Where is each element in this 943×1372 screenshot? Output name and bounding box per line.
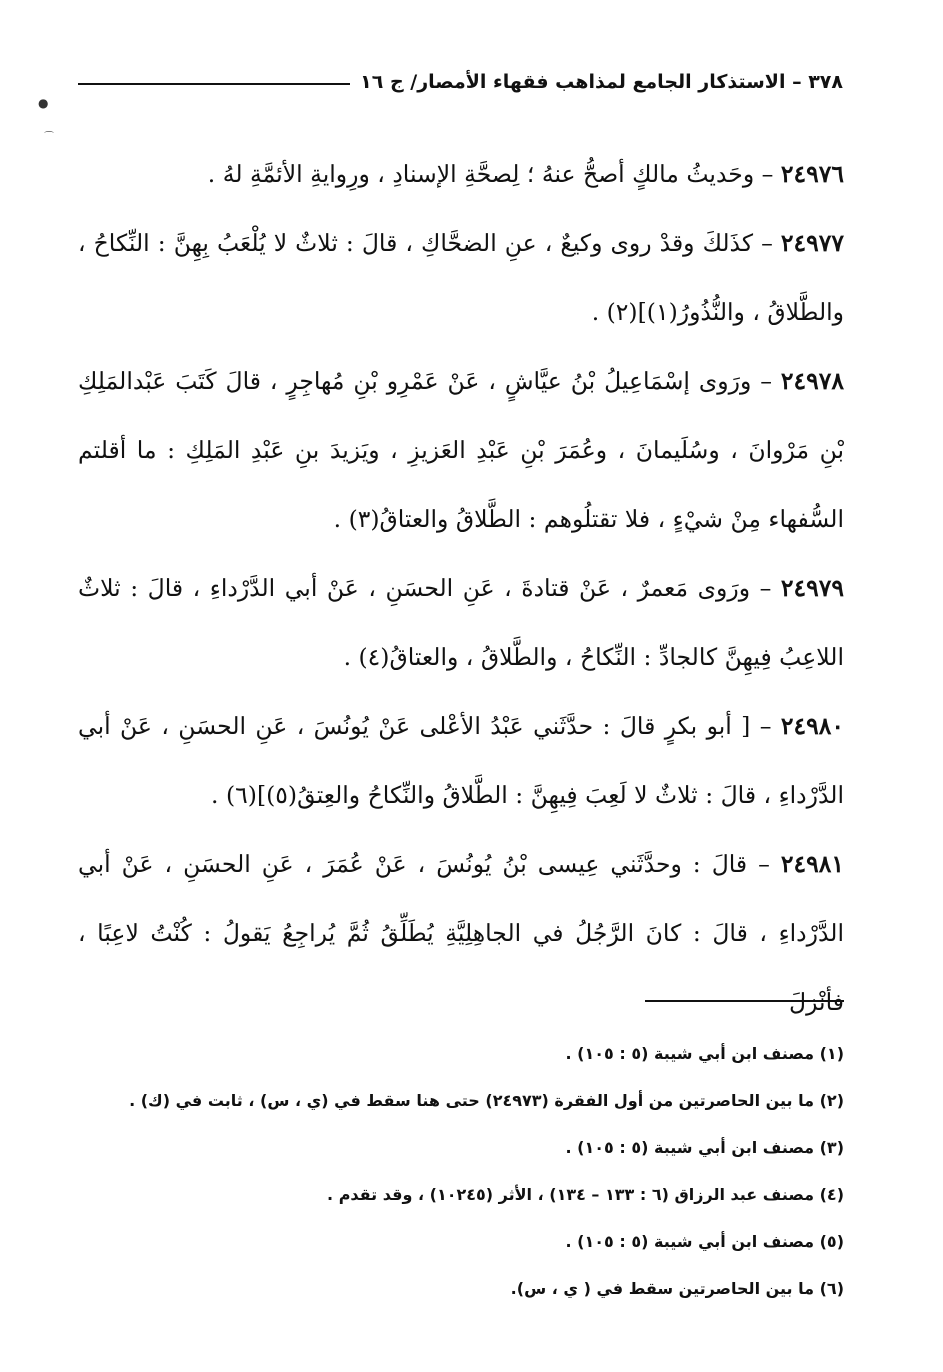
- paragraph-24978: [78, 347, 844, 554]
- paragraph-number: ٢٤٩٨٠: [780, 712, 844, 740]
- paragraph-24977: [78, 209, 844, 347]
- margin-dot-mark: ●: [38, 96, 49, 110]
- footnote-5: (٥) مصنف ابن أبي شيبة (٥ : ١٠٥) .: [565, 1232, 844, 1251]
- paragraph-number: ٢٤٩٨١: [780, 850, 844, 878]
- paragraph-text: – [ أبو بكرٍ قالَ : حدَّثَني عَبْدُ الأعْلى عَنْ يُونُسَ ، عَنِ الحسَنِ ، عَنْ أبي الدَّرْداءِ ، قالَ : ثلاثٌ لا لَعِبَ فِيهِنَّ : الطَّلاقُ والنِّكاحُ والعِتقُ(٥)](٦) .: [78, 712, 844, 809]
- footnote-separator: [645, 1000, 844, 1002]
- paragraph-text: – ورَوى مَعمرٌ ، عَنْ قتادةَ ، عَنِ الحسَنِ ، عَنْ أبي الدَّرْداءِ ، قالَ : ثلاثٌ اللاعِبُ فِيهِنَّ كالجادِّ : النِّكاحُ ، والطَّلاقُ ، والعتاقُ(٤) .: [78, 574, 844, 671]
- footnote-3: (٣) مصنف ابن أبي شيبة (٥ : ١٠٥) .: [565, 1138, 844, 1157]
- paragraph-24981: [78, 830, 844, 1037]
- paragraph-text: – كذَلكَ وقدْ روى وكيعٌ ، عنِ الضحَّاكِ ، قالَ : ثلاثٌ لا يُلْعَبُ بِهِنَّ : النِّكاحُ ، والطَّلاقُ ، والنُّذُورُ(١)](٢) .: [78, 229, 844, 326]
- main-text: [78, 140, 844, 1037]
- header-title: ٣٧٨ – الاستذكار الجامع لمذاهب فقهاء الأمصار/ ج ١٦: [360, 71, 843, 93]
- footnote-2: (٢) ما بين الحاصرتين من أول الفقرة (٢٤٩٧٣) حتى هنا سقط في (ي ، س) ، ثابت في (ك) .: [129, 1091, 844, 1110]
- paragraph-text: – ورَوى إسْمَاعِيلُ بْنُ عيَّاشٍ ، عَنْ عَمْرِو بْنِ مُهاجِرٍ ، قالَ كَتَبَ عَبْدالمَلِكِ بْنِ مَرْوانَ ، وسُلَيمانَ ، وعُمَرَ بْنِ عَبْدِ العَزيزِ ، ويَزيدَ بنِ عَبْدِ المَلِكِ : ما أقلتم السُّفهاء مِنْ شيْءٍ ، فلا تقتلُوهم : الطَّلاقُ والعتاقُ(٣) .: [78, 367, 844, 533]
- paragraph-number: ٢٤٩٧٨: [780, 367, 844, 395]
- margin-tick-mark: ⌒: [44, 132, 54, 143]
- running-header: [78, 64, 843, 100]
- paragraph-number: ٢٤٩٧٩: [780, 574, 844, 602]
- paragraph-number: ٢٤٩٧٧: [780, 229, 844, 257]
- paragraph-number: ٢٤٩٧٦: [780, 160, 844, 188]
- paragraph-text: – وحَديثُ مالكٍ أصحُّ عنهُ ؛ لِصحَّةِ الإسنادِ ، ورِوايةِ الأئمَّةِ لهُ .: [207, 160, 781, 188]
- footnote-6: (٦) ما بين الحاصرتين سقط في ( ي ، س).: [510, 1279, 844, 1298]
- paragraph-24980: [78, 692, 844, 830]
- paragraph-24976: [78, 140, 844, 209]
- header-rule: [78, 83, 350, 85]
- paragraph-24979: [78, 554, 844, 692]
- paragraph-text: – قالَ : وحدَّثَني عِيسى بْنُ يُونُسَ ، عَنْ عُمَرَ ، عَنِ الحسَنِ ، عَنْ أبي الدَّرْداءِ ، قالَ : كانَ الرَّجُلُ في الجاهِلِيَّةِ يُطَلِّقُ ثُمَّ يُراجِعُ يَقولُ : كُنْتُ لاعِبًا ، فأنْزلَ: [78, 850, 844, 1016]
- footnotes: [78, 1030, 844, 1312]
- footnote-4: (٤) مصنف عبد الرزاق (٦ : ١٣٣ – ١٣٤) ، الأثر (١٠٢٤٥) ، وقد تقدم .: [327, 1185, 844, 1204]
- footnote-1: (١) مصنف ابن أبي شيبة (٥ : ١٠٥) .: [565, 1044, 844, 1063]
